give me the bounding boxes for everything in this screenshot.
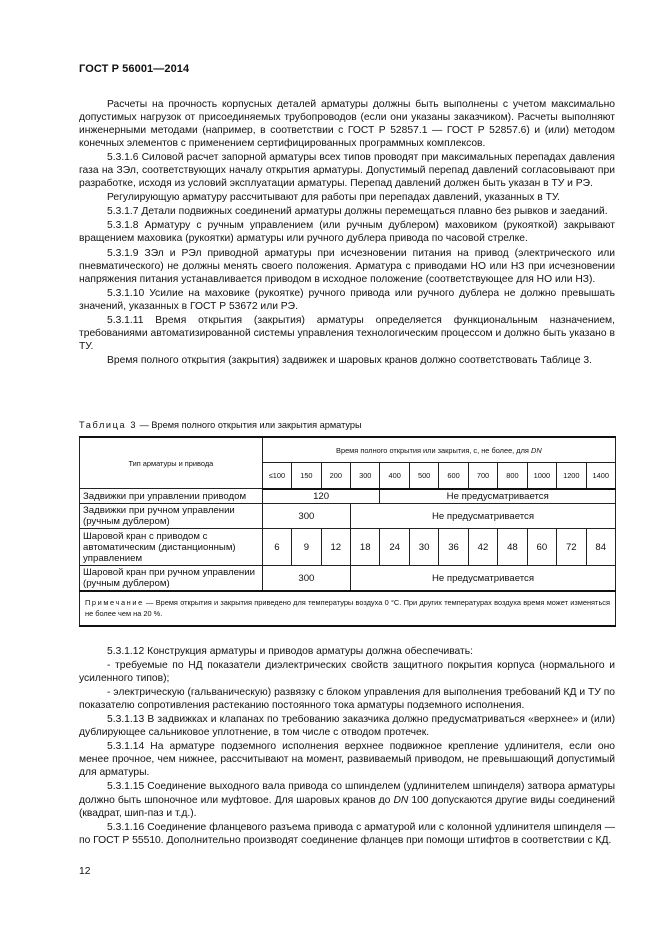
paragraph: 5.3.1.16 Соединение фланцевого разъема привода с арматурой или с колонной удлинителя шпинделя — по ГОСТ Р 55510. Дополнительно производят соединение фланцев при помощи штифтов в соответствии с КД.	[79, 821, 615, 846]
time-table	[79, 436, 616, 627]
table-header-row	[80, 437, 616, 463]
paragraph: Время полного открытия (закрытия) задвижек и шаровых кранов должно соответствовать Таблице 3.	[107, 354, 593, 366]
table-row	[80, 504, 616, 529]
group-header-text: Время полного открытия или закрытия, с, не более, для	[336, 445, 529, 455]
paragraph: 5.3.1.7 Детали подвижных соединений арматуры должны перемещаться плавно без рывков и заеданий.	[107, 206, 608, 218]
group-header-dn: DN	[530, 445, 542, 455]
dn-cell: 800	[498, 463, 527, 489]
row-rest: Не предусматривается	[351, 566, 616, 592]
table-row	[80, 566, 616, 592]
row-rest: Не предусматривается	[380, 489, 616, 504]
body-text-top	[79, 98, 615, 368]
body-text-bottom	[79, 645, 615, 848]
row-rest: Не предусматривается	[351, 504, 616, 529]
row-value: 120	[262, 489, 380, 504]
note-label: Примечание	[85, 598, 144, 607]
paragraph-part: 100 допускаются другие виды соединений (квадрат, шип-паз и т.д.).	[79, 794, 615, 819]
row-cell: 18	[351, 529, 380, 566]
row-value: 300	[262, 566, 350, 592]
note-text: — Время открытия и закрытия приведено для температуры воздуха 0 °С. При других температурах воздуха время может изменяться не более чем на 20 %.	[85, 598, 610, 618]
dn-cell: 200	[321, 463, 350, 489]
dn-cell: 1400	[586, 463, 615, 489]
paragraph: - требуемые по НД показатели диэлектрических свойств защитного покрытия корпуса (нормального и усиленного типов);	[79, 660, 615, 685]
row-cell: 30	[409, 529, 438, 566]
paragraph: 5.3.1.12 Конструкция арматуры и приводов арматуры должна обеспечивать:	[107, 646, 473, 657]
dn-cell: 300	[351, 463, 380, 489]
col-header-type: Тип арматуры и привода	[80, 437, 263, 489]
row-value: 300	[262, 504, 350, 529]
dn-cell: 500	[409, 463, 438, 489]
paragraph: - электрическую (гальваническую) развязку с блоком управления для выполнения требований КД и ТУ по показателю сопротивления растеканию постоянного тока арматуры подземного исполнения.	[79, 687, 615, 712]
table-caption-label: Таблица 3	[79, 420, 138, 430]
row-cell: 36	[439, 529, 468, 566]
paragraph: 5.3.1.14 На арматуре подземного исполнения верхнее подвижное крепление удлинителя, если оно менее прочное, чем нижнее, рассчитывают на момент, развиваемый приводом, не превышающий допустимый для арматуры.	[79, 741, 615, 779]
paragraph-part: 5.3.1.15 Соединение выходного вала привода со шпинделем (удлинителем шпинделя) затвора арматуры должно быть шпоночное или муфтовое. Для шаровых кранов до	[79, 781, 615, 806]
row-cell: 48	[498, 529, 527, 566]
dn-cell: ≤100	[262, 463, 291, 489]
table-note	[80, 591, 616, 626]
dn-symbol: DN	[393, 794, 409, 806]
table-row	[80, 489, 616, 504]
paragraph: 5.3.1.6 Силовой расчет запорной арматуры всех типов проводят при максимальных перепадах давления газа на ЗЭл, соответствующих началу открытия арматуры. Допустимый перепад давлений согласовывают при разработке, исходя из условий эксплуатации арматуры. Перепад давлений должен быть указан в ТУ и РЭ.	[79, 152, 615, 190]
row-label: Шаровой кран при ручном управлении (ручным дублером)	[80, 566, 263, 592]
paragraph: 5.3.1.8 Арматуру с ручным управлением (или ручным дублером) маховиком (рукояткой) закрывают вращением маховика (рукоятки) арматуры или ручного дублера привода по часовой стрелке.	[79, 220, 615, 245]
table-caption	[79, 420, 362, 430]
table-note-row	[80, 591, 616, 626]
paragraph: 5.3.1.9 ЗЭл и РЭл приводной арматуры при исчезновении питания на привод (электрического или пневматического) не должны менять своего положения. Арматура с приводами НО или НЗ при исчезновении напряжения питания устанавливается приводом в исходное положение (соответствующее для НО или НЗ).	[79, 247, 615, 285]
dn-cell: 600	[439, 463, 468, 489]
dn-cell: 1000	[527, 463, 556, 489]
group-header	[262, 437, 615, 463]
dn-cell: 400	[380, 463, 409, 489]
row-cell: 24	[380, 529, 409, 566]
row-label: Задвижки при ручном управлении (ручным дублером)	[80, 504, 263, 529]
row-cell: 6	[262, 529, 291, 566]
row-cell: 12	[321, 529, 350, 566]
paragraph: Регулирующую арматуру рассчитывают для работы при перепадах давлений, указанных в ТУ.	[107, 192, 560, 204]
page-number: 12	[79, 866, 91, 877]
row-label: Задвижки при управлении приводом	[80, 489, 263, 504]
row-label: Шаровой кран с приводом с автоматическим (дистанционным) управлением	[80, 529, 263, 566]
row-cell: 42	[468, 529, 497, 566]
row-cell: 84	[586, 529, 615, 566]
row-cell: 60	[527, 529, 556, 566]
row-cell: 9	[292, 529, 321, 566]
paragraph: 5.3.1.11 Время открытия (закрытия) арматуры определяется функциональным назначением, требованиями автоматизированной системы управления технологическим процессом и должно быть указано в ТУ.	[79, 314, 615, 352]
document-header: ГОСТ Р 56001—2014	[79, 63, 190, 75]
paragraph	[79, 780, 615, 819]
dn-cell: 1200	[557, 463, 586, 489]
dn-cell: 150	[292, 463, 321, 489]
dn-cell: 700	[468, 463, 497, 489]
paragraph: 5.3.1.10 Усилие на маховике (рукоятке) ручного привода или ручного дублера не должно превышать значений, указанных в ГОСТ Р 53672 или РЭ.	[79, 287, 615, 312]
paragraph: 5.3.1.13 В задвижках и клапанах по требованию заказчика должно предусматриваться «верхнее» и (или) дублирующее сальниковое уплотнение, в том числе с отводом протечек.	[79, 714, 615, 739]
table-row	[80, 529, 616, 566]
paragraph: Расчеты на прочность корпусных деталей арматуры должны быть выполнены с учетом максимально допустимых нагрузок от присоединяемых трубопроводов (если они указаны заказчиком). Расчеты выполняют инженерными методами (например, в соответствии с ГОСТ Р 52857.1 — ГОСТ Р 52857.6) и (или) методом конечных элементов с применением сертифицированных программных комплексов.	[79, 99, 615, 150]
row-cell: 72	[557, 529, 586, 566]
table-caption-text: — Время полного открытия или закрытия арматуры	[137, 420, 362, 430]
